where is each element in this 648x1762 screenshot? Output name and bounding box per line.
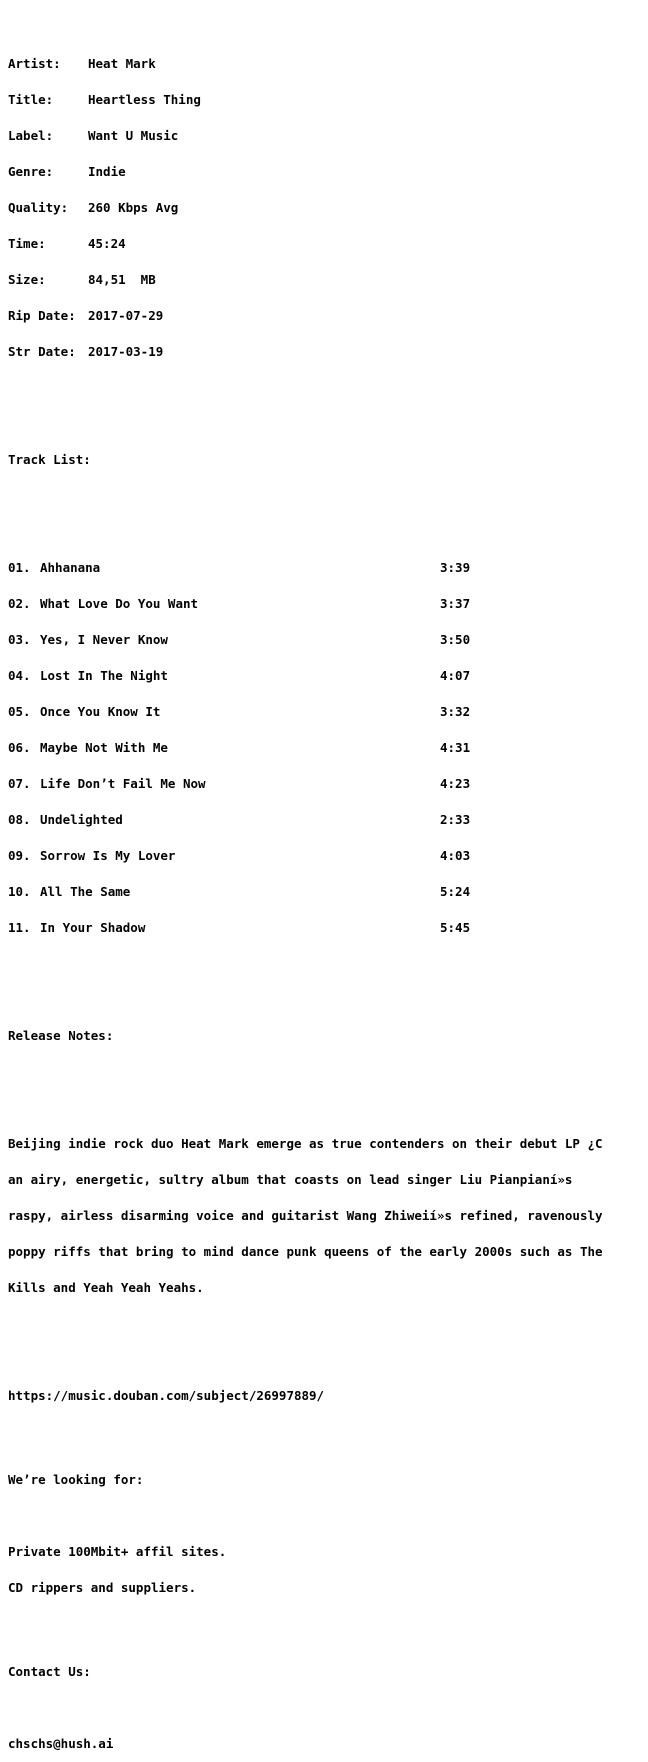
release-notes-line: raspy, airless disarming voice and guitarist Wang Zhiweií»s refined, ravenously	[8, 1208, 603, 1223]
track-title: Ahhanana	[40, 560, 101, 575]
track-row: 01. Ahhanana 3:39	[8, 560, 471, 575]
track-row: 10. All The Same 5:24	[8, 884, 471, 899]
track-row: 06. Maybe Not With Me 4:31	[8, 740, 471, 755]
spacer	[8, 994, 642, 1006]
release-notes-line: Kills and Yeah Yeah Yeahs.	[8, 1280, 204, 1295]
release-notes-line: Beijing indie rock duo Heat Mark emerge as true contenders on their debut LP ¿C	[8, 1136, 603, 1151]
track-list	[8, 538, 642, 958]
release-notes-line: an airy, energetic, sultry album that coasts on lead singer Liu Pianpianí»s	[8, 1172, 573, 1187]
track-duration: 3:39	[440, 560, 471, 575]
meta-genre: Genre: Indie	[8, 164, 126, 179]
track-title: Maybe Not With Me	[40, 740, 168, 755]
track-title: What Love Do You Want	[40, 596, 199, 611]
looking-for-item: CD rippers and suppliers.	[8, 1580, 197, 1595]
spacer	[8, 490, 642, 502]
spacer	[8, 1618, 642, 1630]
release-notes-line: poppy riffs that bring to mind dance punk queens of the early 2000s such as The	[8, 1244, 603, 1259]
track-duration: 2:33	[440, 812, 471, 827]
meta-rip-date: Rip Date: 2017-07-29	[8, 308, 164, 323]
looking-for-heading: We’re looking for:	[8, 1472, 144, 1487]
track-row: 07. Life Don’t Fail Me Now 4:23	[8, 776, 471, 791]
looking-for-item: Private 100Mbit+ affil sites.	[8, 1544, 227, 1559]
track-title: Undelighted	[40, 812, 123, 827]
contact-email[interactable]: chschs@hush.ai	[8, 1736, 114, 1751]
meta-size: Size: 84,51 MB	[8, 272, 156, 287]
meta-title: Title: Heartless Thing	[8, 92, 201, 107]
track-title: Sorrow Is My Lover	[40, 848, 176, 863]
track-title: Lost In The Night	[40, 668, 168, 683]
track-row: 02. What Love Do You Want 3:37	[8, 596, 471, 611]
track-title: Once You Know It	[40, 704, 161, 719]
meta-artist: Artist: Heat Mark	[8, 56, 156, 71]
contact-heading: Contact Us:	[8, 1664, 91, 1679]
nfo-document	[8, 10, 642, 1762]
meta-quality: Quality: 260 Kbps Avg	[8, 200, 179, 215]
release-notes	[8, 1114, 642, 1318]
track-title: Life Don’t Fail Me Now	[40, 776, 206, 791]
metadata-block	[8, 34, 642, 382]
spacer	[8, 1702, 642, 1714]
meta-time: Time: 45:24	[8, 236, 126, 251]
track-title: Yes, I Never Know	[40, 632, 168, 647]
track-row: 03. Yes, I Never Know 3:50	[8, 632, 471, 647]
track-duration: 3:50	[440, 632, 471, 647]
track-row: 09. Sorrow Is My Lover 4:03	[8, 848, 471, 863]
track-duration: 4:07	[440, 668, 471, 683]
track-row: 05. Once You Know It 3:32	[8, 704, 471, 719]
track-duration: 5:45	[440, 920, 471, 935]
track-duration: 5:24	[440, 884, 471, 899]
meta-str-date: Str Date: 2017-03-19	[8, 344, 164, 359]
spacer	[8, 1426, 642, 1438]
track-duration: 4:31	[440, 740, 471, 755]
track-duration: 4:03	[440, 848, 471, 863]
track-title: In Your Shadow	[40, 920, 146, 935]
spacer	[8, 1066, 642, 1078]
track-duration: 3:32	[440, 704, 471, 719]
track-duration: 3:37	[440, 596, 471, 611]
meta-label: Label: Want U Music	[8, 128, 179, 143]
spacer	[8, 418, 642, 430]
track-duration: 4:23	[440, 776, 471, 791]
track-title: All The Same	[40, 884, 131, 899]
spacer	[8, 1354, 642, 1366]
release-notes-heading: Release Notes:	[8, 1028, 114, 1043]
track-row: 04. Lost In The Night 4:07	[8, 668, 471, 683]
track-list-heading: Track List:	[8, 452, 91, 467]
douban-link[interactable]: https://music.douban.com/subject/26997889/	[8, 1388, 325, 1403]
track-row: 08. Undelighted 2:33	[8, 812, 471, 827]
spacer	[8, 1510, 642, 1522]
track-row: 11. In Your Shadow 5:45	[8, 920, 471, 935]
